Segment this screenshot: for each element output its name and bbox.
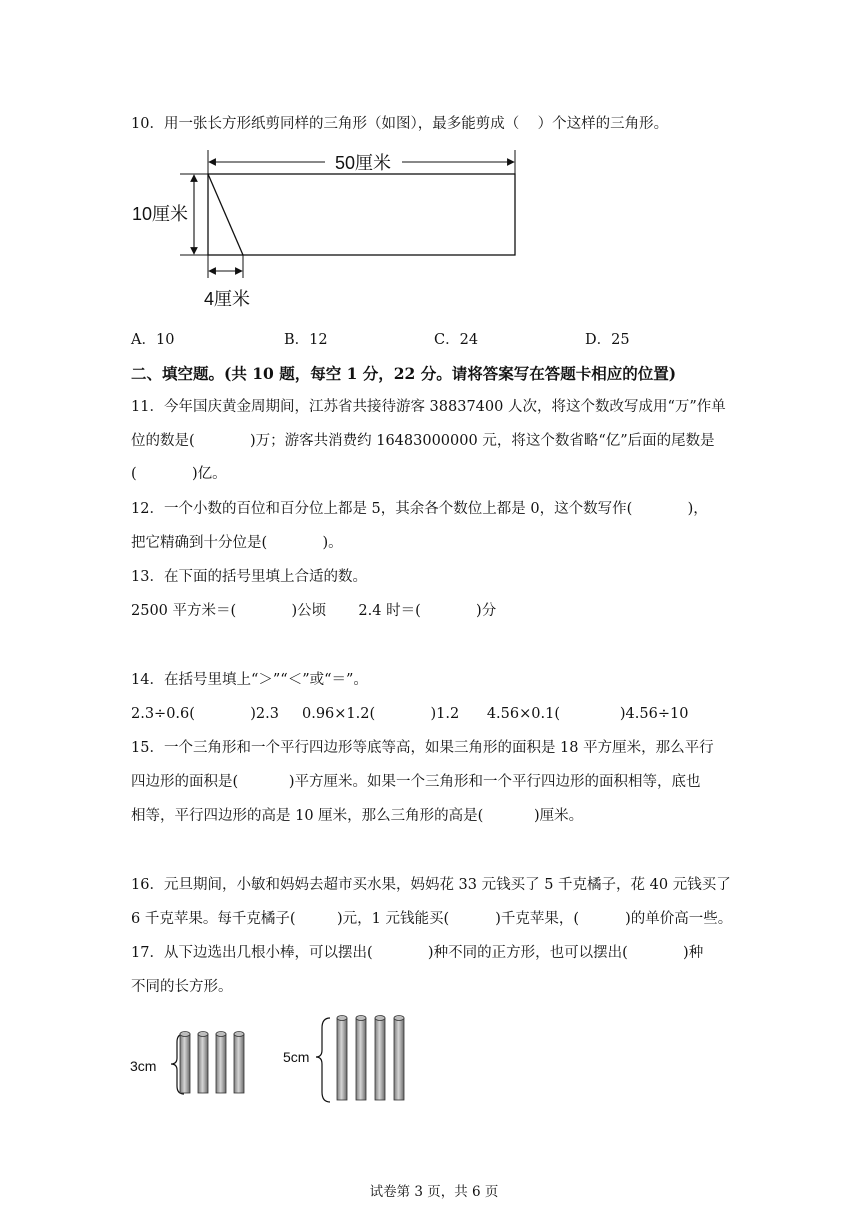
q11-line1: 11．今年国庆黄金周期间，江苏省共接待游客 38837400 人次，将这个数改写成用“万”作单 <box>131 399 726 415</box>
q10-text: 10．用一张长方形纸剪同样的三角形（如图），最多能剪成（ ）个这样的三角形。 <box>131 116 669 132</box>
base-label: 4厘米 <box>203 289 251 309</box>
short-sticks <box>180 1032 244 1094</box>
q16-line2: 6 千克苹果。每千克橘子( )元，1 元钱能买( )千克苹果，( )的单价高一些。 <box>131 911 733 927</box>
q15-line1: 15．一个三角形和一个平行四边形等底等高，如果三角形的面积是 18 平方厘米，那么平行 <box>131 740 714 756</box>
q13-line1: 13．在下面的括号里填上合适的数。 <box>131 569 367 585</box>
q14-line1: 14．在括号里填上“＞”“＜”或“＝”。 <box>131 672 368 688</box>
q10-option-d: D．25 <box>585 332 630 348</box>
long-stick-cap <box>394 1016 404 1021</box>
triangle-edge <box>208 174 243 255</box>
q11-line2: 位的数是( )万；游客共消费约 16483000000 元，将这个数省略“亿”后面的尾数是 <box>131 433 715 449</box>
page-footer: 试卷第 3 页，共 6 页 <box>369 1184 499 1200</box>
long-brace-icon <box>316 1018 330 1102</box>
paper-rectangle <box>208 174 515 255</box>
short-stick <box>198 1034 208 1093</box>
short-stick-label: 3cm <box>130 1058 157 1074</box>
length-label: 50厘米 <box>334 153 392 173</box>
q15-line2: 四边形的面积是( )平方厘米。如果一个三角形和一个平行四边形的面积相等，底也 <box>131 774 701 790</box>
q12-line2: 把它精确到十分位是( )。 <box>131 535 343 551</box>
q15-line3: 相等，平行四边形的高是 10 厘米，那么三角形的高是( )厘米。 <box>131 808 584 824</box>
short-stick-cap <box>234 1032 244 1037</box>
q17-line2: 不同的长方形。 <box>131 979 233 995</box>
long-stick-label: 5cm <box>283 1049 310 1065</box>
q17-sticks-figure <box>120 1010 440 1110</box>
section-title: 二、填空题。(共 10 题，每空 1 分，22 分。请将答案写在答题卡相应的位置) <box>131 364 677 383</box>
short-stick <box>180 1034 190 1093</box>
width-label: 10厘米 <box>131 204 189 224</box>
q10-rectangle-figure <box>120 140 540 315</box>
q14-line2: 2.3÷0.6( )2.3 0.96×1.2( )1.2 4.56×0.1( )4.56÷10 <box>131 706 689 722</box>
long-sticks <box>337 1016 404 1101</box>
q11-line3: ( )亿。 <box>131 466 227 482</box>
long-stick-cap <box>356 1016 366 1021</box>
q10-option-a: A．10 <box>131 332 175 348</box>
short-stick-cap <box>198 1032 208 1037</box>
short-stick <box>216 1034 226 1093</box>
short-stick <box>234 1034 244 1093</box>
short-stick-cap <box>216 1032 226 1037</box>
long-stick <box>394 1018 404 1100</box>
long-stick <box>337 1018 347 1100</box>
long-stick <box>375 1018 385 1100</box>
q16-line1: 16．元旦期间，小敏和妈妈去超市买水果，妈妈花 33 元钱买了 5 千克橘子，花 40 元钱买了 <box>131 877 731 893</box>
short-stick-cap <box>180 1032 190 1037</box>
long-stick-cap <box>337 1016 347 1021</box>
long-stick-cap <box>375 1016 385 1021</box>
q12-line1: 12．一个小数的百位和百分位上都是 5，其余各个数位上都是 0，这个数写作( )， <box>131 501 708 517</box>
q17-line1: 17．从下边选出几根小棒，可以摆出( )种不同的正方形，也可以摆出( )种 <box>131 945 704 961</box>
long-stick <box>356 1018 366 1100</box>
q10-option-c: C．24 <box>434 332 479 348</box>
q13-line2: 2500 平方米＝( )公顷 2.4 时＝( )分 <box>131 603 497 619</box>
q10-option-b: B．12 <box>284 332 328 348</box>
